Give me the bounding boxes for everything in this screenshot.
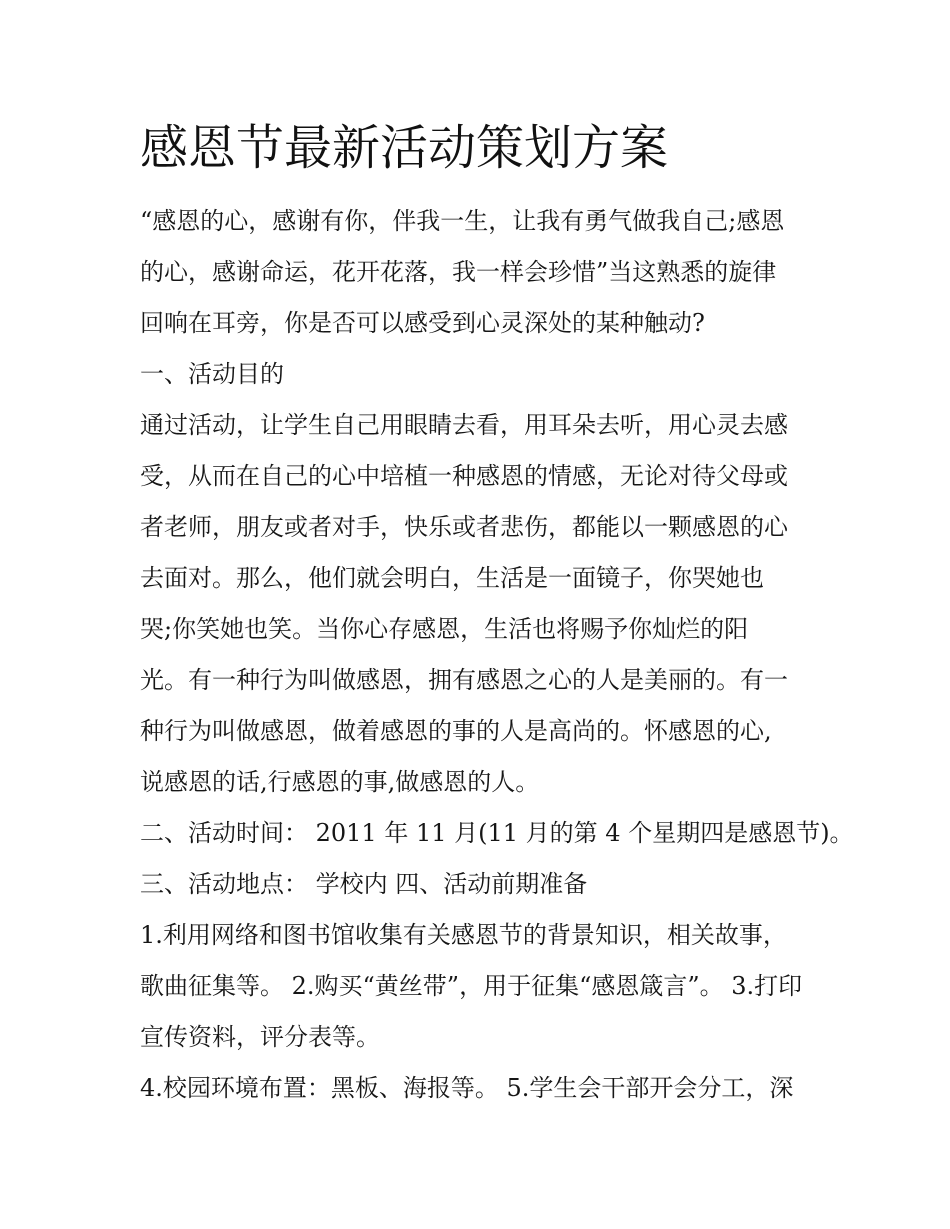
paragraph-line: 光。有一种行为叫做感恩，拥有感恩之心的人是美丽的。有一 <box>140 666 788 694</box>
paragraph-line: 种行为叫做感恩，做着感恩的事的人是高尚的。怀感恩的心, <box>140 717 772 745</box>
document-title: 感恩节最新活动策划方案 <box>140 120 669 176</box>
paragraph-line: 通过活动，让学生自己用眼睛去看，用耳朵去听，用心灵去感 <box>140 411 788 439</box>
paragraph-line: 1.利用网络和图书馆收集有关感恩节的背景知识，相关故事， <box>140 921 787 949</box>
paragraph-line: 者老师，朋友或者对手，快乐或者悲伤，都能以一颗感恩的心 <box>140 513 788 541</box>
section-heading: 三、活动地点： 学校内 四、活动前期准备 <box>140 870 588 898</box>
paragraph-line: 歌曲征集等。 2.购买“黄丝带”，用于征集“感恩箴言”。 3.打印 <box>140 972 803 1000</box>
paragraph-line: 宣传资料，评分表等。 <box>140 1023 380 1051</box>
paragraph-line: 哭;你笑她也笑。当你心存感恩，生活也将赐予你灿烂的阳 <box>140 615 749 643</box>
paragraph-line: 回响在耳旁，你是否可以感受到心灵深处的某种触动? <box>140 309 705 337</box>
paragraph-line: 说感恩的话,行感恩的事,做感恩的人。 <box>140 768 540 796</box>
paragraph-line: 4.校园环境布置：黑板、海报等。 5.学生会干部开会分工，深 <box>140 1074 794 1102</box>
paragraph-line: “感恩的心，感谢有你，伴我一生，让我有勇气做我自己;感恩 <box>140 207 785 235</box>
section-heading: 一、活动目的 <box>140 360 284 388</box>
paragraph-line: 去面对。那么，他们就会明白，生活是一面镜子，你哭她也 <box>140 564 764 592</box>
section-heading: 二、活动时间： 2011 年 11 月(11 月的第 4 个星期四是感恩节)。 <box>140 819 854 847</box>
paragraph-line: 的心，感谢命运，花开花落，我一样会珍惜”当这熟悉的旋律 <box>140 258 777 286</box>
paragraph-line: 受，从而在自己的心中培植一种感恩的情感，无论对待父母或 <box>140 462 788 490</box>
